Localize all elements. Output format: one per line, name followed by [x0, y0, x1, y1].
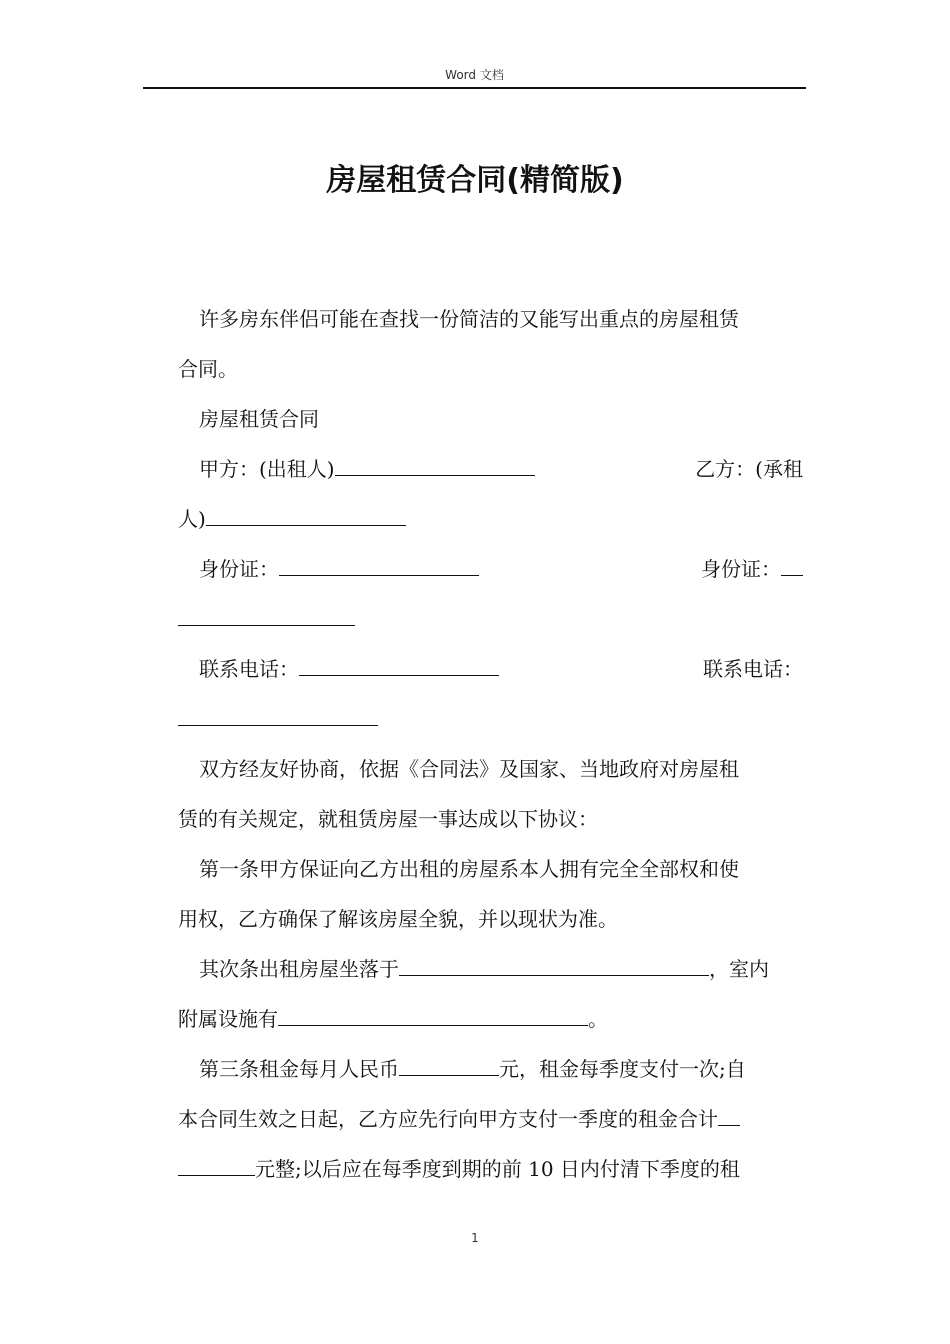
article3-line-3: 元整;以后应在每季度到期的前 10 日内付清下季度的租 — [178, 1144, 803, 1194]
first-payment-blank — [718, 1103, 740, 1126]
id-b-label: 身份证： — [701, 557, 781, 581]
id-b-blank — [781, 553, 803, 576]
intro-line-2: 合同。 — [178, 357, 238, 381]
page-header: Word 文档 — [445, 68, 504, 82]
first-payment-blank-cont — [178, 1153, 255, 1176]
facilities-blank — [278, 1003, 588, 1026]
id-a-blank — [279, 553, 479, 576]
rent-blank — [399, 1053, 499, 1076]
article3-line-1: 第三条租金每月人民币 元，租金每季度支付一次;自 — [178, 1044, 803, 1094]
id-b-continued — [178, 594, 803, 644]
phone-b-continued — [178, 694, 803, 744]
phone-a-blank — [299, 653, 499, 676]
article1-line-1: 第一条甲方保证向乙方出租的房屋系本人拥有完全全部权和使 — [199, 857, 739, 881]
party-b-blank — [206, 503, 406, 526]
intro-line-1: 许多房东伴侣可能在查找一份简洁的又能写出重点的房屋租赁 — [199, 307, 739, 331]
agreement-line-2: 赁的有关规定，就租赁房屋一事达成以下协议： — [178, 807, 598, 831]
phone-a-label: 联系电话： — [199, 657, 299, 681]
party-row — [178, 444, 803, 494]
agreement-line-1: 双方经友好协商，依据《合同法》及国家、当地政府对房屋租 — [199, 757, 739, 781]
phone-b-blank — [178, 703, 378, 726]
article3-line-2: 本合同生效之日起，乙方应先行向甲方支付一季度的租金合计 — [178, 1094, 803, 1144]
address-blank — [399, 953, 709, 976]
contract-subtitle: 房屋租赁合同 — [199, 407, 319, 431]
article2-line-1: 其次条出租房屋坐落于 ，室内 — [178, 944, 803, 994]
document-title: 房屋租赁合同(精简版) — [326, 163, 624, 198]
party-b-label: 乙方：(承租 — [695, 457, 803, 481]
article2-line-2: 附属设施有 。 — [178, 994, 803, 1044]
page-number: 1 — [471, 1231, 479, 1245]
party-a-blank — [335, 453, 535, 476]
phone-b-label: 联系电话： — [703, 657, 803, 681]
party-a-label: 甲方：(出租人) — [199, 457, 335, 481]
document-body — [178, 294, 803, 1194]
header-divider — [143, 87, 806, 89]
id-b-blank-cont — [178, 603, 355, 626]
article1-line-2: 用权，乙方确保了解该房屋全貌，并以现状为准。 — [178, 907, 618, 931]
id-a-label: 身份证： — [199, 557, 279, 581]
party-b-continued: 人) — [178, 494, 803, 544]
id-row — [178, 544, 803, 594]
phone-row — [178, 644, 803, 694]
